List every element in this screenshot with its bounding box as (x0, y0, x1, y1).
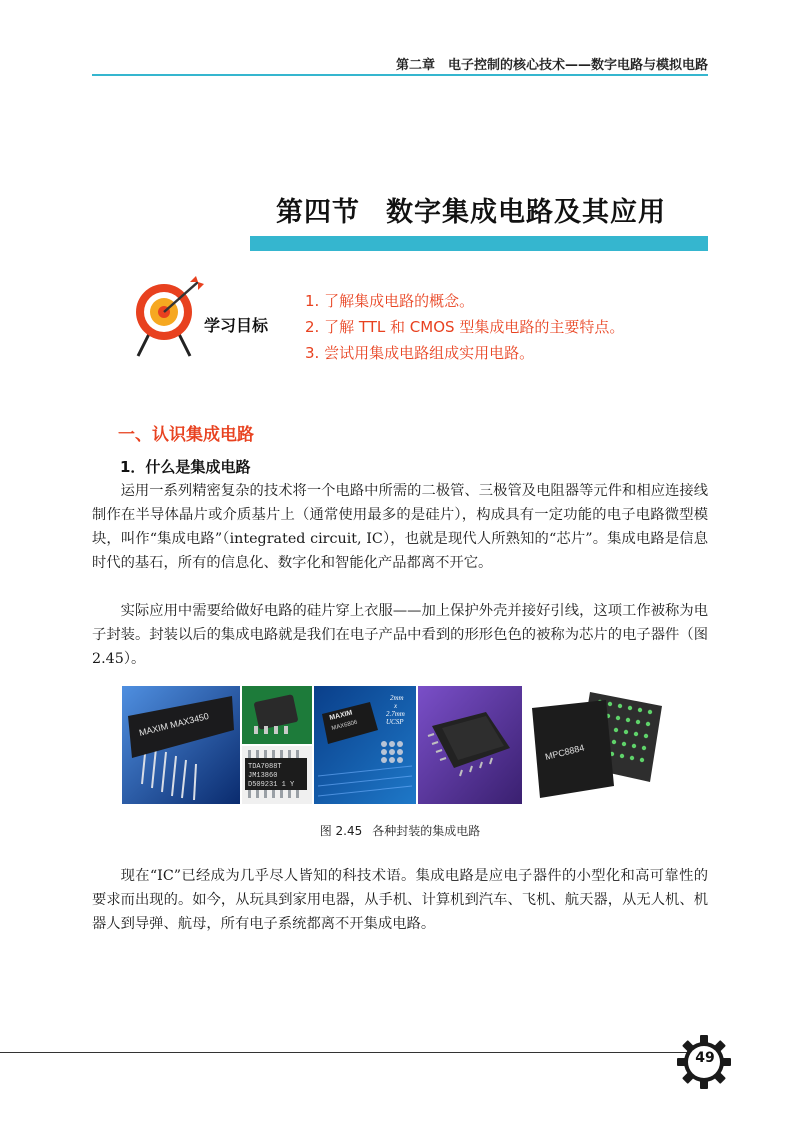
ucsp-size-line1: 2mm (390, 694, 404, 702)
page-number: 49 (695, 1050, 715, 1066)
objective-item: 3. 尝试用集成电路组成实用电路。 (305, 344, 535, 362)
header-rule (92, 74, 708, 76)
subheading-what-is-ic: 1．什么是集成电路 (120, 458, 251, 476)
soic-label-line1: TDA7088T (248, 763, 282, 771)
ucsp-size-line2: x (394, 702, 398, 710)
objectives-label: 学习目标 (204, 316, 269, 335)
heading-recognize-ic: 一、认识集成电路 (118, 425, 254, 445)
target-icon (132, 276, 208, 358)
objective-item: 2. 了解 TTL 和 CMOS 型集成电路的主要特点。 (305, 318, 625, 336)
figure-caption (0, 822, 800, 839)
objectives-list (305, 288, 624, 366)
objective-item: 1. 了解集成电路的概念。 (305, 292, 475, 310)
soic-label-line2: JM13860 (248, 772, 278, 780)
title-bar (250, 236, 708, 251)
ucsp-brand: MAXIM (328, 709, 354, 722)
running-header: 第二章 电子控制的核心技术——数字电路与模拟电路 (395, 58, 708, 73)
paragraph: 实际应用中需要给做好电路的硅片穿上衣服——加上保护外壳并接好引线，这项工作被称为电子封装。封装以后的集成电路就是我们在电子产品中看到的形形色色的被称为芯片的电子器件（图2.45）。 (92, 603, 708, 667)
paragraph: 现在“IC”已经成为几乎尽人皆知的科技术语。集成电路是应电子器件的小型化和高可靠性的要求而出现的。如今，从玩具到家用电器，从手机、计算机到汽车、飞机、航天器，从无人机、机器人到导弹、航母，所有电子系统都离不开集成电路。 (92, 868, 708, 932)
dip-chip-label: MAXIM MAX3450 (138, 710, 210, 738)
ucsp-size-line3: 2.7mm (386, 710, 405, 718)
paragraph: 运用一系列精密复杂的技术将一个电路中所需的二极管、三极管及电阻器等元件和相应连接线制作在半导体晶片或介质基片上（通常使用最多的是硅片），构成具有一定功能的电子电路微型模块，叫作“集成电路”（integrated circuit, IC），也就是现代人所熟知的“芯片”。集成电路是信息时代的基石，所有的信息化、数字化和智能化产品都离不开它。 (92, 483, 708, 571)
soic-label-line3: D509231 1 Y (248, 781, 295, 789)
ucsp-model: MAX6806 (331, 719, 359, 732)
section-title (276, 190, 666, 229)
ucsp-size-line4: UCSP (386, 718, 404, 726)
section-number: 第四节 (276, 197, 360, 228)
figure-ic-packages (122, 686, 664, 804)
figure-number: 图 2.45 (319, 824, 363, 838)
footer-line (0, 1052, 693, 1053)
section-name: 数字集成电路及其应用 (386, 197, 666, 228)
figure-caption-text: 各种封装的集成电路 (372, 824, 481, 838)
bga-chip-label: MPC8884 (544, 742, 586, 762)
